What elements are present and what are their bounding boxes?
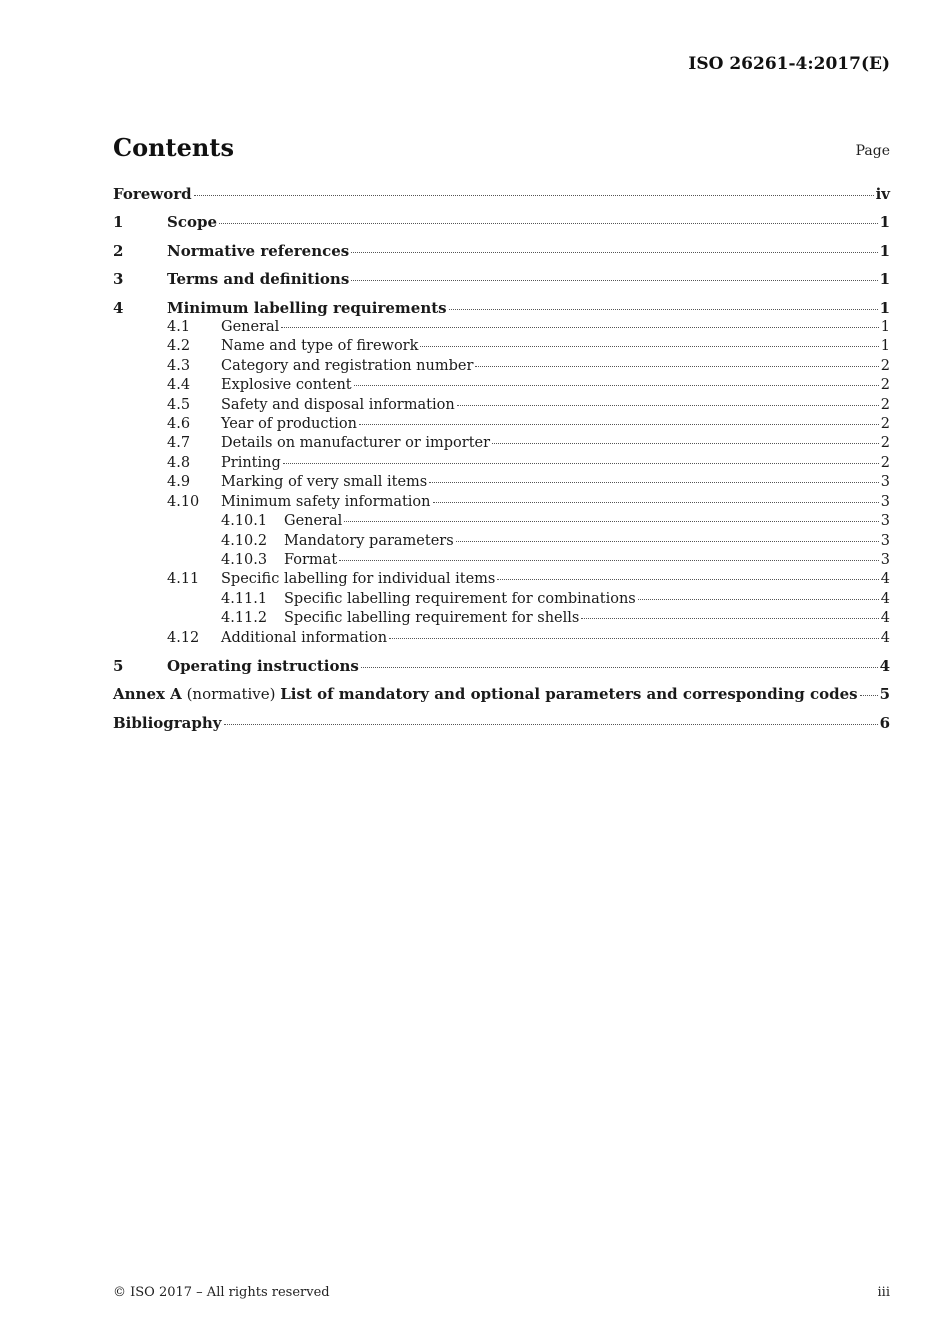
toc-leader (492, 443, 879, 444)
toc-entry-4-10-3[interactable] (113, 551, 890, 570)
toc-entry-4-7[interactable] (113, 434, 890, 453)
toc-title (113, 685, 858, 704)
toc-entry-normative-references[interactable] (113, 242, 890, 261)
toc-number: 3 (113, 270, 124, 289)
toc-number: 4.3 (167, 357, 191, 374)
toc-title: Marking of very small items (221, 474, 428, 491)
toc-leader (457, 405, 879, 406)
toc-title: Specific labelling for individual items (221, 571, 496, 588)
toc-number: 4.5 (167, 396, 191, 413)
toc-page: 2 (880, 454, 890, 471)
toc-entry-4-2[interactable] (113, 337, 890, 356)
toc-title: Specific labelling requirement for combinations (284, 590, 636, 607)
toc-entry-4-10-2[interactable] (113, 532, 890, 551)
toc-leader (420, 346, 878, 347)
toc-entry-4-11-2[interactable] (113, 609, 890, 628)
toc-leader (429, 482, 879, 483)
toc-number: 4.9 (167, 474, 191, 491)
toc-number: 5 (113, 656, 124, 675)
toc-leader (339, 560, 879, 561)
toc-leader (194, 195, 874, 196)
toc-title: Bibliography (113, 713, 222, 732)
toc-entry-bibliography[interactable] (113, 714, 890, 733)
toc-number: 4.10.3 (221, 551, 268, 568)
toc-title: Terms and definitions (167, 270, 350, 289)
contents-title: Contents (113, 133, 234, 162)
copyright-notice: © ISO 2017 – All rights reserved (113, 1285, 330, 1300)
toc-leader (351, 252, 877, 253)
toc-page: 5 (879, 685, 890, 704)
toc-number: 1 (113, 213, 124, 232)
toc-entry-foreword[interactable] (113, 185, 890, 204)
toc-page: 2 (880, 377, 890, 394)
toc-leader (344, 521, 878, 522)
toc-leader (283, 463, 879, 464)
toc-entry-4-10-1[interactable] (113, 512, 890, 531)
toc-page: 1 (879, 241, 890, 260)
page-number: iii (877, 1285, 890, 1300)
toc-page: 1 (880, 338, 890, 355)
toc-number: 4.7 (167, 435, 191, 452)
page-column-label: Page (855, 143, 890, 159)
toc-title: General (284, 513, 343, 530)
toc-title: Printing (221, 454, 281, 471)
toc-page: 4 (879, 656, 890, 675)
toc-entry-4-6[interactable] (113, 415, 890, 434)
toc-page: 3 (880, 474, 890, 491)
toc-number: 4.10 (167, 493, 200, 510)
document-reference: ISO 26261-4:2017(E) (688, 54, 890, 74)
toc-title: Category and registration number (221, 357, 474, 374)
toc-number: 4.1 (167, 319, 191, 336)
toc-page: 1 (879, 213, 890, 232)
annex-label: Annex A (113, 685, 182, 704)
toc-page: 2 (880, 435, 890, 452)
toc-leader (361, 667, 878, 668)
toc-title: Additional information (221, 629, 388, 646)
toc-entry-4-11-1[interactable] (113, 590, 890, 609)
toc-number: 4.10.1 (221, 513, 268, 530)
toc-leader (389, 638, 879, 639)
toc-page: 4 (880, 629, 890, 646)
toc-entry-4-5[interactable] (113, 396, 890, 415)
toc-title: Foreword (113, 185, 192, 203)
toc-title: Specific labelling requirement for shells (284, 610, 580, 627)
toc-page: 2 (880, 416, 890, 433)
toc-leader (456, 541, 879, 542)
toc-entry-4-9[interactable] (113, 473, 890, 492)
toc-title: Year of production (221, 416, 358, 433)
toc-page: 3 (880, 493, 890, 510)
toc-entry-operating-instructions[interactable] (113, 657, 890, 676)
toc-number: 4.6 (167, 416, 191, 433)
toc-number: 4.4 (167, 377, 191, 394)
toc-leader (224, 724, 878, 725)
toc-title: Mandatory parameters (284, 532, 454, 549)
toc-number: 4 (113, 298, 124, 317)
toc-page: 4 (880, 571, 890, 588)
toc-leader (359, 424, 879, 425)
toc-leader (581, 618, 878, 619)
toc-page: 3 (880, 551, 890, 568)
toc-leader (354, 385, 879, 386)
toc-page: 4 (880, 590, 890, 607)
toc-leader (219, 223, 878, 224)
toc-entry-minimum-labelling-requirements[interactable] (113, 299, 890, 318)
toc-leader (638, 599, 879, 600)
annex-qualifier: (normative) (181, 685, 281, 704)
toc-title: Normative references (167, 241, 350, 260)
toc-entry-4-8[interactable] (113, 454, 890, 473)
toc-page: 2 (880, 396, 890, 413)
toc-entry-terms-and-definitions[interactable] (113, 270, 890, 289)
toc-page: 1 (879, 298, 890, 317)
toc-leader (281, 327, 878, 328)
toc-title: General (221, 319, 280, 336)
table-of-contents (113, 185, 890, 733)
toc-title: Details on manufacturer or importer (221, 435, 491, 452)
toc-title: Minimum safety information (221, 493, 431, 510)
toc-title: Explosive content (221, 377, 352, 394)
toc-number: 4.11.1 (221, 590, 268, 607)
toc-leader (497, 579, 878, 580)
toc-number: 4.11.2 (221, 610, 268, 627)
toc-title: Scope (167, 213, 218, 232)
toc-page: 6 (879, 713, 890, 732)
toc-entry-4-10[interactable] (113, 493, 890, 512)
toc-entry-4-3[interactable] (113, 357, 890, 376)
toc-title: Format (284, 551, 338, 568)
toc-entry-4-11[interactable] (113, 570, 890, 589)
toc-page: iv (875, 185, 890, 203)
toc-number: 2 (113, 241, 124, 260)
toc-entry-4-12[interactable] (113, 629, 890, 648)
toc-page: 2 (880, 357, 890, 374)
toc-entry-scope[interactable] (113, 213, 890, 232)
toc-number: 4.10.2 (221, 532, 268, 549)
toc-page: 4 (880, 610, 890, 627)
toc-page: 3 (880, 532, 890, 549)
toc-number: 4.11 (167, 571, 200, 588)
toc-entry-annex-a[interactable] (113, 685, 890, 704)
toc-page: 1 (879, 270, 890, 289)
toc-leader (433, 502, 879, 503)
toc-entry-4-4[interactable] (113, 376, 890, 395)
toc-title: Minimum labelling requirements (167, 298, 447, 317)
toc-title: Name and type of firework (221, 338, 419, 355)
toc-page: 1 (880, 319, 890, 336)
toc-number: 4.8 (167, 454, 191, 471)
toc-title: Safety and disposal information (221, 396, 455, 413)
toc-leader (475, 366, 878, 367)
toc-number: 4.2 (167, 338, 191, 355)
toc-leader (449, 309, 878, 310)
toc-title: Operating instructions (167, 656, 359, 675)
annex-title: List of mandatory and optional parameters and corresponding codes (280, 685, 858, 704)
toc-page: 3 (880, 513, 890, 530)
toc-number: 4.12 (167, 629, 200, 646)
toc-leader (860, 695, 878, 696)
toc-leader (351, 280, 877, 281)
toc-entry-4-1[interactable] (113, 318, 890, 337)
